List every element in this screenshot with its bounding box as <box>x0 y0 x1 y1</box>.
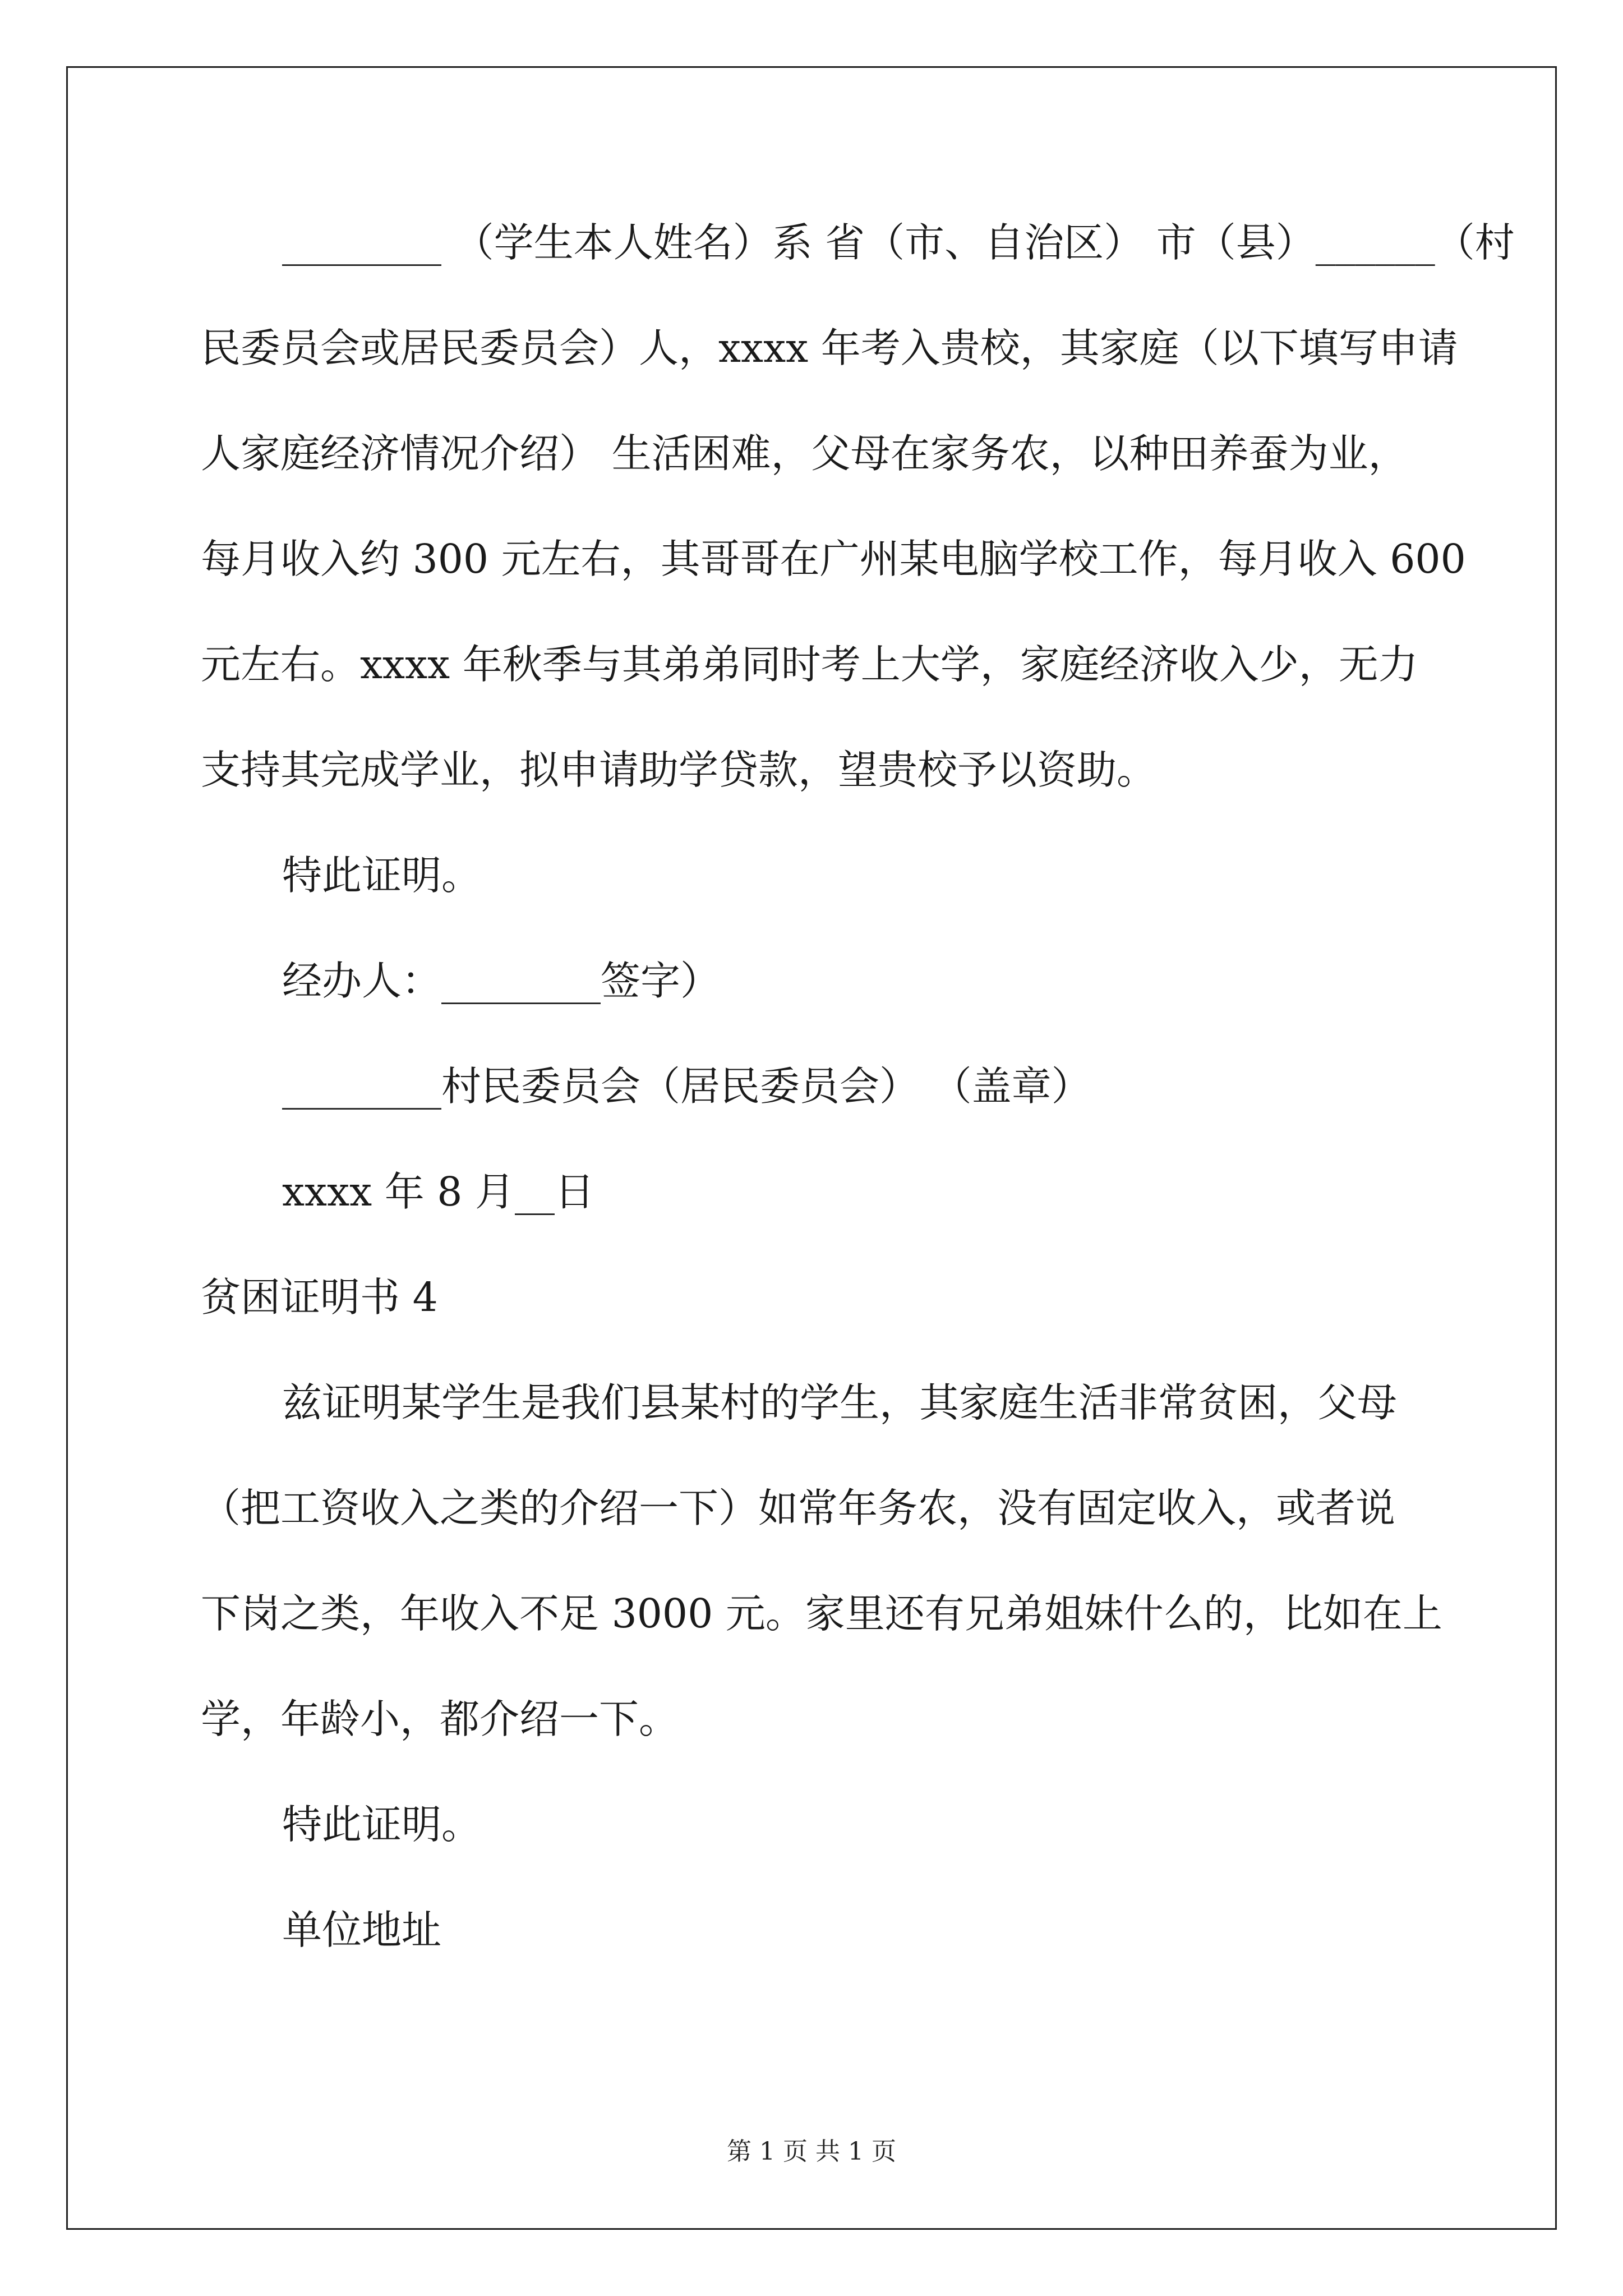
paragraph-1-line-1: ________ （学生本人姓名）系 省（市、自治区） 市（县）______（村 <box>282 219 1515 266</box>
date-line: xxxx 年 8 月__日 <box>282 1168 595 1215</box>
paragraph-1-line-5: 元左右。xxxx 年秋季与其弟弟同时考上大学，家庭经济收入少，无力 <box>201 641 1418 688</box>
paragraph-2-line-3: 下岗之类，年收入不足 3000 元。家里还有兄弟姐妹什么的，比如在上 <box>201 1590 1442 1637</box>
section-heading: 贫困证明书 4 <box>201 1274 438 1320</box>
paragraph-1-line-4: 每月收入约 300 元左右，其哥哥在广州某电脑学校工作，每月收入 600 <box>201 536 1466 582</box>
paragraph-1-line-2: 民委员会或居民委员会）人，xxxx 年考入贵校，其家庭（以下填写申请 <box>201 325 1458 371</box>
page-footer: 第 1 页 共 1 页 <box>727 2137 896 2166</box>
paragraph-2-line-1: 兹证明某学生是我们县某村的学生，其家庭生活非常贫困，父母 <box>282 1379 1398 1426</box>
unit-address-line: 单位地址 <box>282 1907 442 1953</box>
paragraph-2-line-4: 学，年龄小，都介绍一下。 <box>201 1696 679 1742</box>
certify-line-2: 特此证明。 <box>282 1801 482 1848</box>
committee-seal-line: ________村民委员会（居民委员会） （盖章） <box>282 1063 1091 1110</box>
paragraph-1-line-3: 人家庭经济情况介绍） 生活困难，父母在家务农，以种田养蚕为业， <box>201 430 1408 477</box>
certify-line: 特此证明。 <box>282 852 482 899</box>
paragraph-2-line-2: （把工资收入之类的介绍一下）如常年务农，没有固定收入，或者说 <box>201 1485 1396 1531</box>
paragraph-1-line-6: 支持其完成学业，拟申请助学贷款，望贵校予以资助。 <box>201 747 1157 793</box>
handler-signature-line: 经办人：________签字） <box>282 958 721 1004</box>
